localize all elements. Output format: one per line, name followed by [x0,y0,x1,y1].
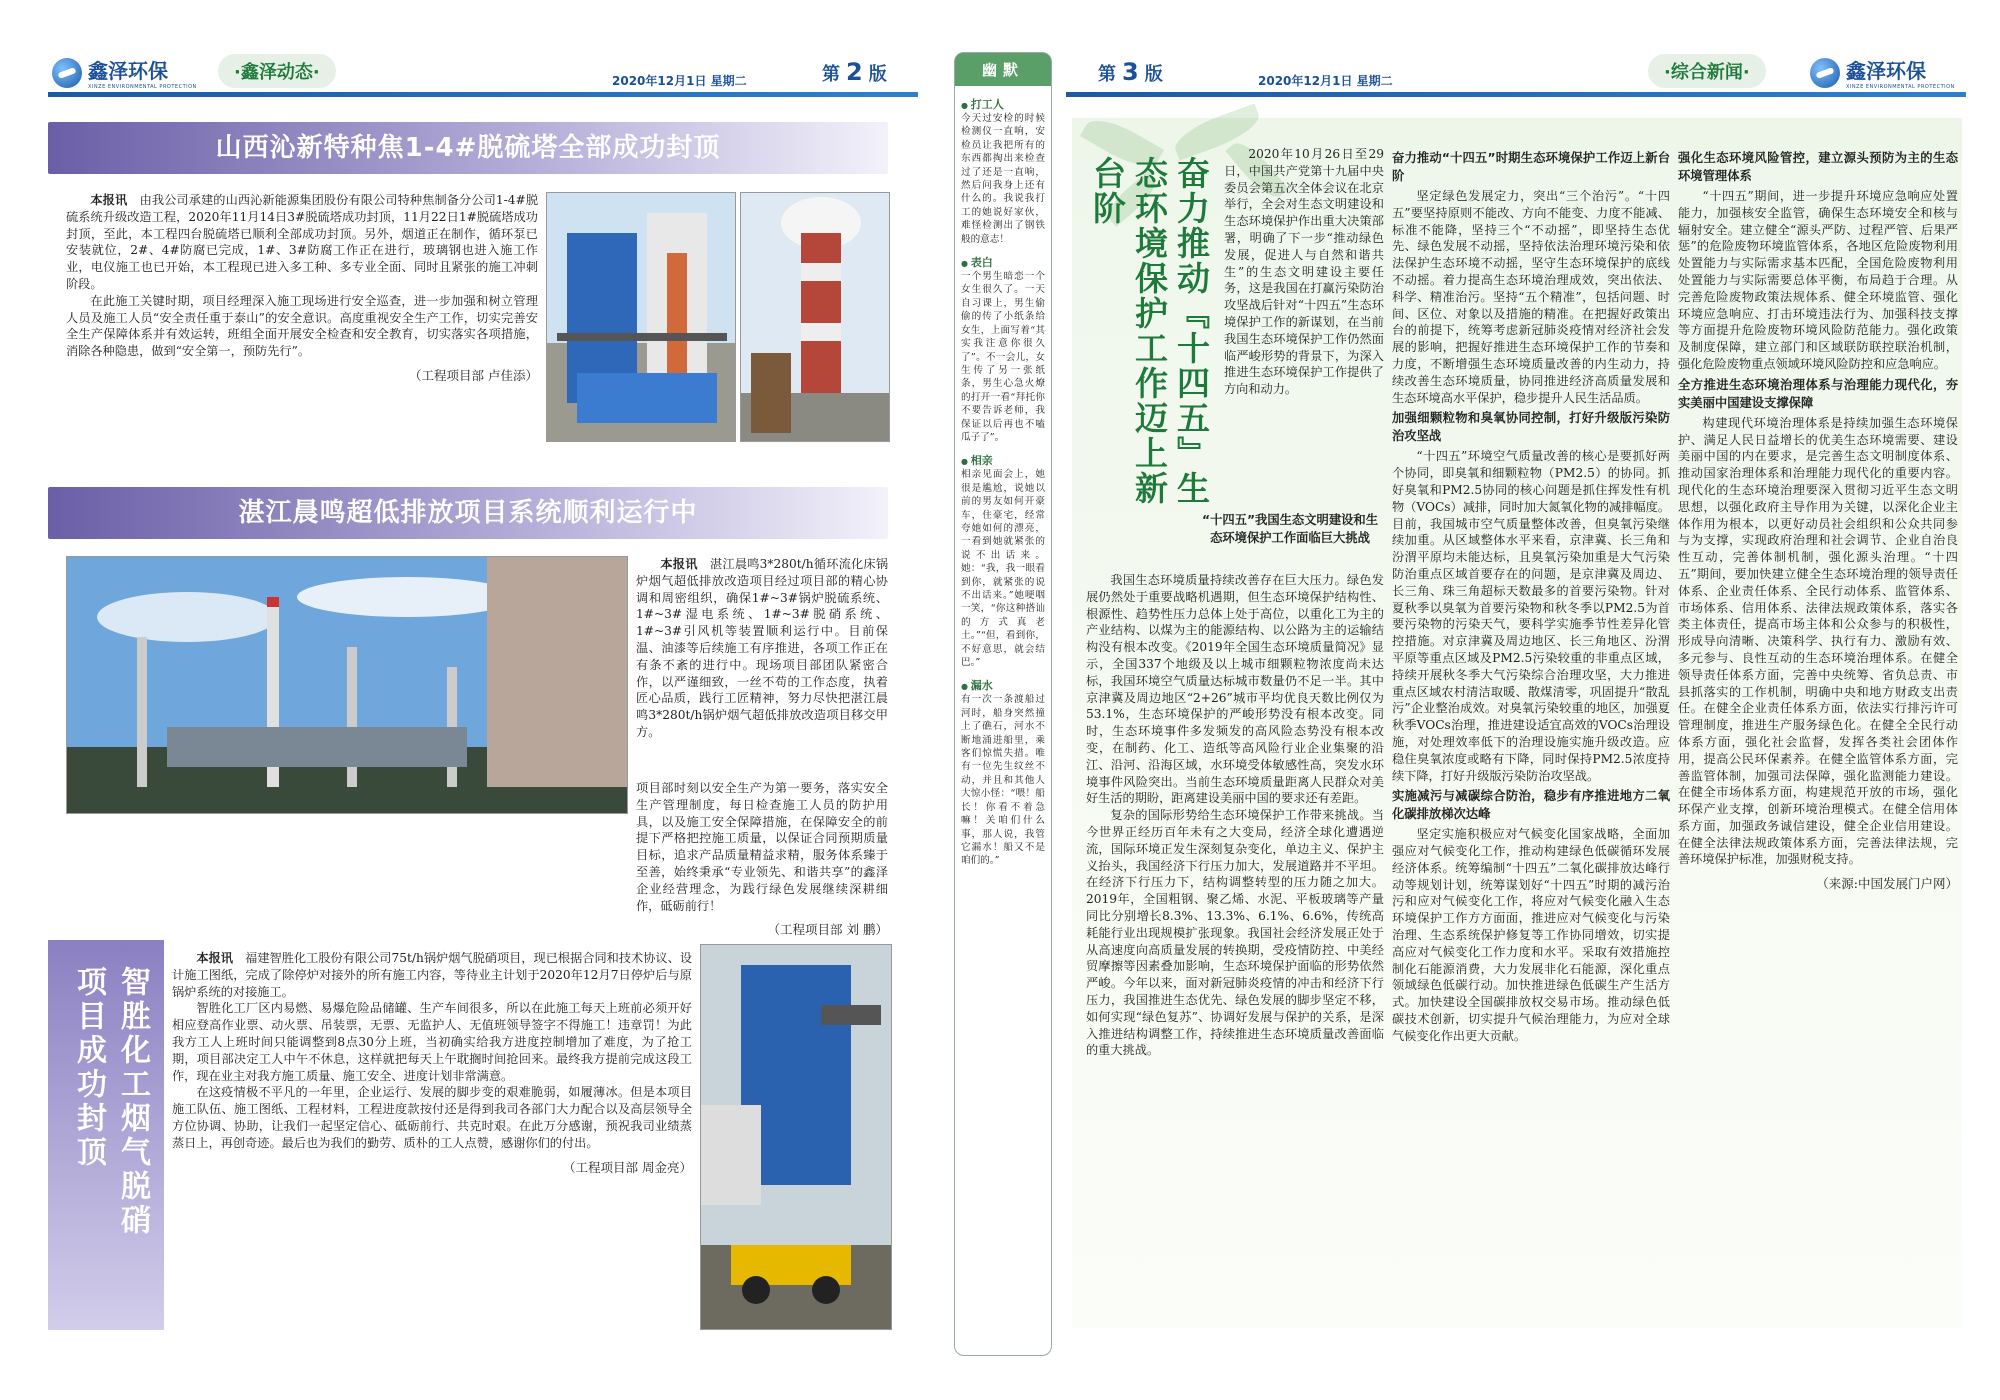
article3-sign: （工程项目部 周金亮） [563,1159,692,1175]
article2-photo [66,556,628,814]
left-page-number: 第 2 版 [822,58,887,86]
article4-title: 奋力推动『十四五』生态环境保护工作迈上新台阶 [1088,156,1211,506]
joke-title: ● 漏水 [961,677,1045,693]
article4-col1-body: 我国生态环境质量持续改善存在巨大压力。绿色发展仍然处于重要战略机遇期，但生态环境保护结构性、根源性、趋势性压力总体上处于高位，以重化工为主的产业结构、以煤为主的能源结构、以公路为主的运输结构没有根本改变。《2019年全国生态环境质量简况》显示，全国337个地级及以上城市细颗粒物浓度尚未达标，我国环境空气质量达标城市数量仍不足一半。其中京津冀及周边地区“2+26”城市平均优良天数比例仅为53.1%，生态环境保护的严峻形势没有根本改变。同时，生态环境事件多发频发的高风险态势没有根本改变，在制药、化工、造纸等高风险行业企业集聚的沿江、沿河、沿海区域，水环境受体敏感性高，突发水环境事件风险突出。当前生态环境质量距离人民群众对美好生活的期盼，距离建设美丽中国的要求还有差距。 复杂的国际形势给生态环境保护工作带来挑战。当今世界正经历百年未有之大变局，经济全球化遭遇逆流，国际环境正发生深刻复杂变化，单边主义、保护主义抬头，我国经济下行压力加大，发展道路并不平坦。在经济下行压力下，结构调整转型的压力随之加大。2019年，全国粗钢、聚乙烯、水泥、平板玻璃等产量同比分别增长8.3%、13.3%、6.1%、6.6%，传统高耗能行业出现规模扩张现象。我国社会经济发展正处于从高速度向高质量发展的转换期，受疫情防控、中美经贸摩擦等因素叠加影响，生态环境保护面临的形势依然严峻。今年以来，面对新冠肺炎疫情的冲击和经济下行压力，我国推进生态优先、绿色发展的脚步坚定不移，如何实现“绿色复苏”、协调好发展与保护的关系，是深入推进结构调整工作，持续推进生态环境质量改善面临的重大挑战。 [1086,573,1384,1058]
logo-name: 鑫泽环保 [1846,59,1926,83]
humor-header: 幽默 [955,53,1051,86]
article4-col1-sub [1196,508,1384,550]
logo-sub: XINZE ENVIRONMENTAL PROTECTION [88,84,197,90]
joke-title: ● 打工人 [961,96,1045,112]
subheading: 实施减污与减碳综合防治，稳步有序推进地方二氧化碳排放梯次达峰 [1392,789,1670,822]
article1-title: 山西沁新特种焦1-4#脱硫塔全部成功封顶 [48,122,888,174]
article2-body-right: 本报讯 湛江晨鸣3*280t/h循环流化床锅炉烟气超低排放改造项目经过项目部的精心协调和周密组织，确保1#~3#锅炉脱硫系统、1#~3#湿电系统、1#~3#脱硝系统、1#~3#引风机等装置顺利运行中。目前保温、油漆等后续施工有序推进，各项工作正在有条不紊的进行中。现场项目部团队紧密合作，以严谨细致，一丝不苟的工作态度，执着匠心品质，践行工匠精神，努力尽快把湛江晨鸣3*280t/h锅炉烟气超低排放改造项目移交甲方。 [636,557,889,739]
subheading: 全方推进生态环境治理体系与治理能力现代化，夯实美丽中国建设支撑保障 [1678,377,1958,410]
article2-title: 湛江晨鸣超低排放项目系统顺利运行中 [48,487,888,539]
joke-body: 相亲见面会上，她很是尴尬，说她以前的男友如何开豪车，住豪宅，经常夸她如何的漂亮，一看到她就紧张的说不出话来。她：“我，我一眼看到你，就紧张的说不出话来。”她哽咽一笑，“你这种搭讪的方式真老土。”“但，看到你，不好意思，就会结巴。” [961,469,1045,669]
article1-sign: （工程项目部 卢佳添） [409,367,538,383]
logo-name: 鑫泽环保 [88,59,168,83]
article3-title-col2: 项目成功封顶 [71,966,106,1170]
article1-photo-1 [546,192,736,442]
joke-title: ● 表白 [961,254,1045,270]
right-header-rule [1066,92,1966,97]
joke-body: 一个男生暗恋一个女生很久了。一天自习课上，男生偷偷的传了小纸条给女生，上面写着“其实我注意你很久了”。不一会儿，女生传了另一张纸条，男生心急火燎的打开一看“拜托你不要告诉老师，我保证以后再也不嗑瓜子了”。 [961,271,1045,443]
article2-sign: （工程项目部 刘 鹏） [767,922,888,938]
joke-title: ● 相亲 [961,452,1045,468]
humor-column [954,52,1052,1356]
article3-body: 本报讯 福建智胜化工股份有限公司75t/h锅炉烟气脱硝项目，现已根据合同和技术协议、设计施工图纸，完成了除停炉对接外的所有施工内容，等待业主计划于2020年12月7日停炉后与原锅炉系统的对接施工。 智胜化工厂区内易燃、易爆危险品储罐、生产车间很多，所以在此施工每天上班前必须开好相应登高作业票、动火票、吊装票，无票、无监护人、无值班领导签字不得施工！违章罚！为此我方工人上班时间只能调整到8点30分上班，当初确实给我方进度控制增加了难度，为了抢工期，项目部决定工人中午不休息，这样就把每天上午耽搁时间抢回来。最终我方提前完成这段工作，现在业主对我方施工质量、施工安全、进度计划非常满意。 在这疫情极不平凡的一年里，企业运行、发展的脚步变的艰难脆弱，如履薄冰。但是本项目施工队伍、施工图纸、工程材料，工程进度款按付还是得到我司各部门大力配合以及高层领导全方位协调、协助，让我们一起坚定信心、砥砺前行、共克时艰。在此万分感谢，预祝我司业绩蒸蒸日上，再创奇迹。最后也为我们的勤劳、质朴的工人点赞，感谢你们的付出。 （工程项目部 周金亮） [172,951,693,1175]
right-date: 2020年12月1日 星期二 [1258,74,1393,88]
article4-intro: 2020年10月26日至29日，中国共产党第十九届中央委员会第五次全体会议在北京举行，全会对生态文明建设和生态环境保护作出重大决策部署，明确了下一步“推动绿色发展，促进人与自然和谐共生”的生态文明建设主要任务，这是我国在打赢污染防治攻坚战后针对“十四五”生态环境保护工作的新谋划，在当前我国生态环境保护工作仍然面临严峻形势的背景下，为深入推进生态环境保护工作提供了方向和动力。 [1224,147,1384,397]
left-section-badge: ·鑫泽动态· [218,54,336,88]
article3-title-block [48,940,164,1330]
article4-col2: 奋力推动“十四五”时期生态环境保护工作迈上新台阶 坚定绿色发展定力，突出“三个治污”。“十四五”要坚持原则不能改、方向不能变、力度不能减、标准不能降，坚持三个“不动摇”，即坚持生态优先、绿色发展不动摇，坚持依法治理环境污染和依法保护生态环境不动摇，坚守生态环境保护的底线不动摇。着力提高生态环境治理成效，突出依法、科学、精准治污。坚持“五个精准”，包括问题、时间、区位、对象以及措施的精准。在把握好政策出台的前提下，统筹考虑新冠肺炎疫情对经济社会发展的影响，把握好推进生态环境保护工作的节奏和力度，不断增强生态环境质量改善的内生动力，持续改善生态环境质量，协同推进经济高质量发展和生态环境高水平保护，稳步提升人民生活品质。 加强细颗粒物和臭氧协同控制，打好升级版污染防治攻坚战 “十四五”环境空气质量改善的核心是要抓好两个协同，即臭氧和细颗粒物（PM2.5）的协同。抓好臭氧和PM2.5协同的核心问题是抓住挥发性有机物（VOCs）减排，同时加大氮氧化物的减排幅度。目前，我国城市空气质量整体改善，但臭氧污染继续加重。从区域整体水平来看，京津冀、长三角和汾渭平原均未能达标，且臭氧污染加重是大气污染防治重点区域首要存在的问题，是京津冀及周边、长三角、珠三角超标天数最多的首要污染物。针对夏秋季以臭氧为首要污染物和秋冬季以PM2.5为首要污染物的污染天气，要科学实施季节性差异化管控措施。对京津冀及周边地区、长三角地区、汾渭平原等重点区域及PM2.5污染较重的非重点区域，持续开展秋冬季大气污染综合治理攻坚，大力推进重点区域农村清洁取暖、散煤清零，巩固提升“散乱污”企业整治成效。对臭氧污染较重的地区，加强夏秋季VOCs治理，推进建设适宜高效的VOCs治理设施，对处理效率低下的治理设施实施升级改造。应稳住臭氧浓度或略有下降，同时保持PM2.5浓度持续下降，打好升级版污染防治攻坚战。 实施减污与减碳综合防治，稳步有序推进地方二氧化碳排放梯次达峰 坚定实施积极应对气候变化国家战略，全面加强应对气候变化工作，推动构建绿色低碳循环发展经济体系。统筹编制“十四五”二氧化碳排放达峰行动等规划计划，统筹谋划好“十四五”时期的减污治污和应对气候变化工作，将应对气候变化融入生态环境保护工作方方面面，推进应对气候变化与污染治理、生态系统保护修复等工作协同增效，切实提高应对气候变化工作力度和水平。采取有效措施控制化石能源消费，大力发展非化石能源，深化重点领域绿色低碳行动。加快推进绿色低碳生产生活方式。加快建设全国碳排放权交易市场。推动绿色低碳技术创新，切实提升气候治理能力，为应对全球气候变化作出更大贡献。 [1392,151,1670,1043]
right-section-badge: ·综合新闻· [1648,54,1766,88]
article1-photo-2 [740,192,890,442]
article1-body: 本报讯 由我公司承建的山西沁新能源集团股份有限公司特种焦制备分公司1-4#脱硫系统升级改造工程，2020年11月14日3#脱硫塔成功封顶，11月22日1#脱硫塔成功封顶，至此，本工程四台脱硫塔已顺利全部成功封顶。另外，烟道正在制作，循环泵已安装就位，2#、4#防腐已完成，1#、3#防腐工作正在进行，玻璃钢也进入施工作业，电仪施工也已开始，本工程现已进入多工种、多专业全面、同时且紧张的施工冲刺阶段。 在此施工关键时期，项目经理深入施工现场进行安全巡查，进一步加强和树立管理人员及施工人员“安全责任重于泰山”的安全意识。高度重视安全生产工作，切实完善安全生产保障体系并有效运转，班组全面开展安全检查和安全教育，切实落实各项措施，消除各种隐患，做到“安全第一，预防先行”。 （工程项目部 卢佳添） [66,193,539,383]
article4-col3: 强化生态环境风险管控，建立源头预防为主的生态环境管理体系 “十四五”期间，进一步提升环境应急响应处置能力，加强核安全监管，确保生态环境安全和核与辐射安全。建立健全“源头严防、过程严管、后果严惩”的危险废物环境监管体系，各地区危险废物利用处置能力与实际需求基本匹配，全国危险废物利用处置能力与实际需要总体平衡，布局趋于合理。从完善危险废物政策法规体系、健全环境监管、强化环境应急响应、打击环境违法行为、加强科技支撑等方面提升危险废物环境风险防范能力。强化政策及制度保障，建立部门和区域联防联控联治机制，强化危险废物重点领域环境风险防控和应急响应。 全方推进生态环境治理体系与治理能力现代化，夯实美丽中国建设支撑保障 构建现代环境治理体系是持续加强生态环境保护、满足人民日益增长的优美生态环境需要、建设美丽中国的内在要求，是完善生态文明制度体系、推动国家治理体系和治理能力现代化的重要内容。现代化的生态环境治理要深入贯彻习近平生态文明思想，以强化政府主导作用为关键，以深化企业主体作用为根本，以更好动员社会组织和公众共同参与为支撑，实现政府治理和社会调节、企业自治良性互动，完善体制机制，强化源头治理。“十四五”期间，要加快建立健全生态环境治理的领导责任体系、企业责任体系、全民行动体系、监管体系、市场体系、信用体系、法律法规政策体系，落实各类主体责任，提高市场主体和公众参与的积极性，形成导向清晰、决策科学、执行有力、激励有效、多元参与、良性互动的生态环境治理体系。在健全领导责任体系方面，完善中央统筹、省负总责、市县抓落实的工作机制，明确中央和地方财政支出责任。在健全企业责任体系方面，依法实行排污许可管理制度，推进生产服务绿色化。在健全全民行动体系方面，强化社会监督，发挥各类社会团体作用，提高公民环保素养。在健全监管体系方面，完善监管体制，加强司法保障，强化监测能力建设。在健全市场体系方面，构建规范开放的市场，强化环保产业支撑，创新环境治理模式。在健全信用体系方面，加强政务诚信建设，健全企业信用建设。在健全法律法规政策体系方面，完善法律法规，完善环境保护标准，加强财税支持。 （来源:中国发展门户网） [1678,151,1958,892]
subheading: 奋力推动“十四五”时期生态环境保护工作迈上新台阶 [1392,151,1670,183]
article3-title-col1: 智胜化工烟气脱硝 [115,966,150,1238]
subheading: 加强细颗粒物和臭氧协同控制，打好升级版污染防治攻坚战 [1392,411,1670,444]
subheading: “十四五”我国生态文明建设和生态环境保护工作面临巨大挑战 [1201,513,1379,545]
right-page-number: 第 3 版 [1098,58,1163,86]
logo-icon [52,58,82,88]
subheading: 强化生态环境风险管控，建立源头预防为主的生态环境管理体系 [1678,151,1958,183]
left-header-rule [48,92,918,97]
logo-icon [1810,58,1840,88]
logo-sub: XINZE ENVIRONMENTAL PROTECTION [1846,84,1955,90]
right-logo [1810,55,1955,90]
article3-photo [700,944,892,1330]
article2-body-bottom: 项目部时刻以安全生产为第一要务，落实安全生产管理制度，每日检查施工人员的防护用具，以及施工安全保障措施，在保障安全的前提下严格把控施工质量，以保证合同预期质量目标，追求产品质量精益求精，服务体系臻于至善，始终秉承“专业领先、和谐共享”的鑫泽企业经营理念，为践行绿色发展继续深耕细作，砥砺前行！ （工程项目部 刘 鹏） [66,780,888,939]
left-logo [52,55,197,90]
joke-body: 有一次一条渡船过河时，船身突然撞上了礁石，河水不断地涌进船里，乘客们惊慌失措。唯有一位先生纹丝不动，并且和其他人大惊小怪：“喂！船长！你看不着急嘛！关咱们什么事，那人说，我管它漏水！船又不是咱们的。” [961,694,1045,867]
article4-sign: （来源:中国发展门户网） [1816,876,1958,892]
joke-body: 今天过安检的时候检测仪一直响，安检员让我把所有的东西都掏出来检查过了还是一直响，然后问我身上还有什么的。我说我打工的她说好家伙，难怪检测出了钢铁般的意志！ [961,113,1045,245]
left-date: 2020年12月1日 星期二 [612,74,747,88]
